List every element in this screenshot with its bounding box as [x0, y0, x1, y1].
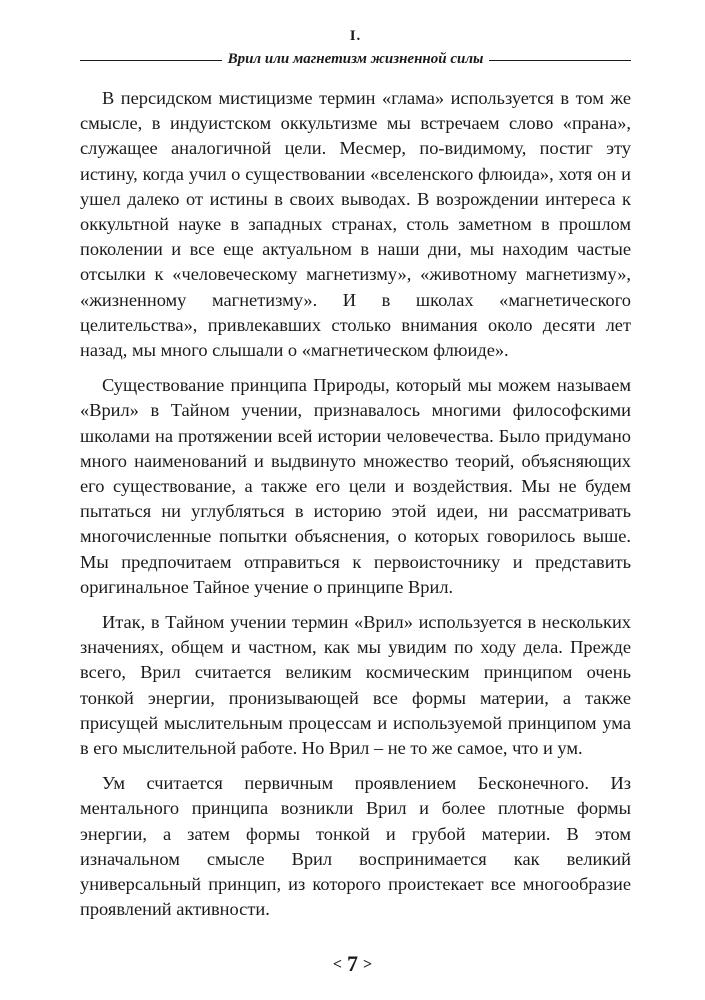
paragraph: Ум считается первичным проявлением Бесконечного. Из ментального принципа возникли Врил и более плотные формы энергии, а затем формы тонкой и грубой материи. В этом изначальном смысле Врил воспринимается как великий универсальный принцип, из которого проистекает все многообразие проявлений активности. [80, 773, 631, 920]
paragraph: Итак, в Тайном учении термин «Врил» используется в нескольких значениях, общем и частном, как мы увидим по ходу дела. Прежде всего, Врил считается великим космическим принципом очень тонкой энергии, пронизывающей все формы материи, а также присущей мыслительным процессам и используемой принципом ума в его мыслительной работе. Но Врил – не то же самое, что и ум. [80, 612, 631, 759]
running-title: Врил или магнетизм жизненной силы [222, 48, 490, 70]
page-number: 7 [347, 951, 358, 976]
body-text [80, 86, 631, 933]
page-number-footer [0, 951, 705, 978]
paragraph: Существование принципа Природы, который мы можем называем «Врил» в Тайном учении, признавалось многими философскими школами на протяжении всей истории человечества. Было придумано много наименований и выдвинуто множество теорий, объясняющих его существование, а также его цели и воздействия. Мы не будем пытаться ни углубляться в историю этой идеи, ни рассматривать многочисленные попытки объяснения, о которых говорилось выше. Мы предпочитаем отправиться к первоисточнику и представить оригинальное Тайное учение о принципе Врил. [80, 375, 631, 597]
chevron-right-icon: > [363, 956, 373, 973]
chapter-number: I. [349, 28, 362, 44]
running-header [80, 26, 631, 70]
chevron-left-icon: < [332, 956, 342, 973]
paragraph: В персидском мистицизме термин «глама» используется в том же смысле, в индуистском оккультизме мы встречаем слово «прана», служащее аналогичной цели. Месмер, по-видимому, постиг эту истину, когда учил о существовании «вселенского флюида», хотя он и ушел далеко от истины в своих выводах. В возрождении интереса к оккультной науке в западных странах, столь заметном в прошлом поколении и все еще актуальном в наши дни, мы находим частые отсылки к «человеческому магнетизму», «животному магнетизму», «жизненному магнетизму». И в школах «магнетического целительства», привлекавших столько внимания около десяти лет назад, мы много слышали о «магнетическом флюиде». [80, 88, 631, 361]
running-title-row [80, 48, 631, 70]
